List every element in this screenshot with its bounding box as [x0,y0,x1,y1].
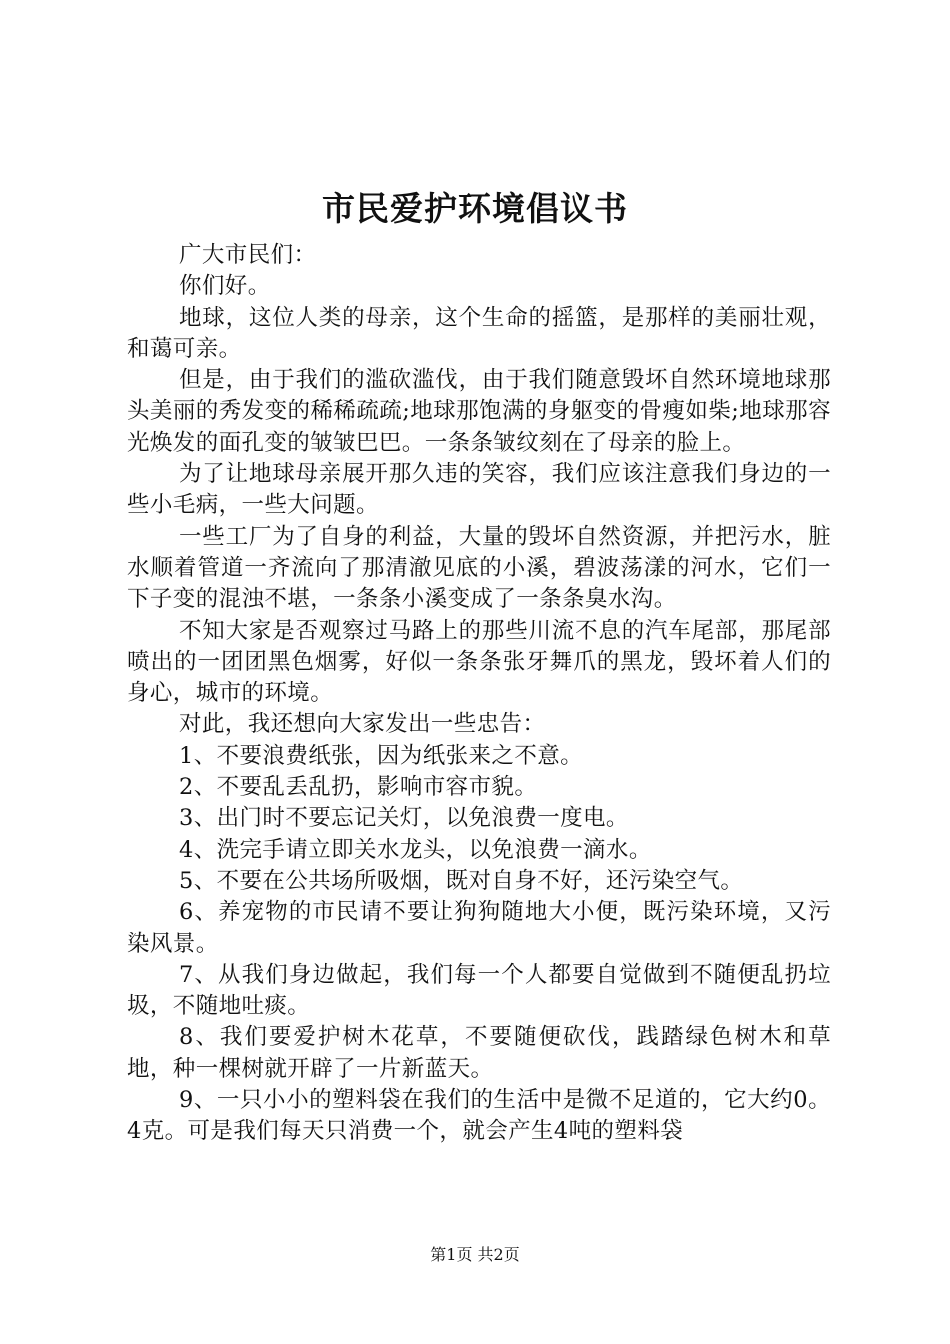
list-item: 3、出门时不要忘记关灯，以免浪费一度电。 [179,805,629,832]
paragraph-greeting: 你们好。 [179,273,271,300]
paragraph: 但是，由于我们的滥砍滥伐，由于我们随意毁坏自然环境地球那头美丽的秀发变的稀稀疏疏;地球那饱满的身躯变的骨瘦如柴;地球那容光焕发的面孔变的皱皱巴巴。一条条皱纹刻在了母亲的脸上。 [127,367,831,456]
list-item: 4、洗完手请立即关水龙头，以免浪费一滴水。 [179,836,652,863]
list-item: 6、养宠物的市民请不要让狗狗随地大小便，既污染环境，又污染风景。 [127,899,831,957]
list-item: 5、不要在公共场所吸烟，既对自身不好，还污染空气。 [179,867,744,894]
paragraph: 地球，这位人类的母亲，这个生命的摇篮，是那样的美丽壮观，和蔼可亲。 [127,304,831,362]
document-body [127,240,831,1148]
document-title: 市民爱护环境倡议书 [322,189,628,228]
list-item: 1、不要浪费纸张，因为纸张来之不意。 [179,742,584,769]
paragraph: 对此，我还想向大家发出一些忠告： [179,711,546,738]
paragraph: 一些工厂为了自身的利益，大量的毁坏自然资源，并把污水，脏水顺着管道一齐流向了那清澈见底的小溪，碧波荡漾的河水，它们一下子变的混浊不堪，一条条小溪变成了一条条臭水沟。 [127,523,831,613]
list-item: 8、我们要爱护树木花草，不要随便砍伐，践踏绿色树木和草地，种一棵树就开辟了一片新蓝天。 [127,1024,831,1082]
list-item: 7、从我们身边做起，我们每一个人都要自觉做到不随便乱扔垃圾，不随地吐痰。 [127,961,831,1020]
list-item: 2、不要乱丢乱扔，影响市容市貌。 [179,774,538,801]
paragraph-salutation: 广大市民们： [179,242,317,268]
paragraph: 不知大家是否观察过马路上的那些川流不息的汽车尾部，那尾部喷出的一团团黑色烟雾，好似一条条张牙舞爪的黑龙，毁坏着人们的身心，城市的环境。 [127,617,831,707]
page-footer: 第1页 共2页 [430,1245,520,1264]
list-item: 9、一只小小的塑料袋在我们的生活中是微不足道的，它大约0。4克。可是我们每天只消费一个，就会产生4吨的塑料袋 [127,1087,831,1145]
paragraph: 为了让地球母亲展开那久违的笑容，我们应该注意我们身边的一些小毛病，一些大问题。 [127,461,831,519]
